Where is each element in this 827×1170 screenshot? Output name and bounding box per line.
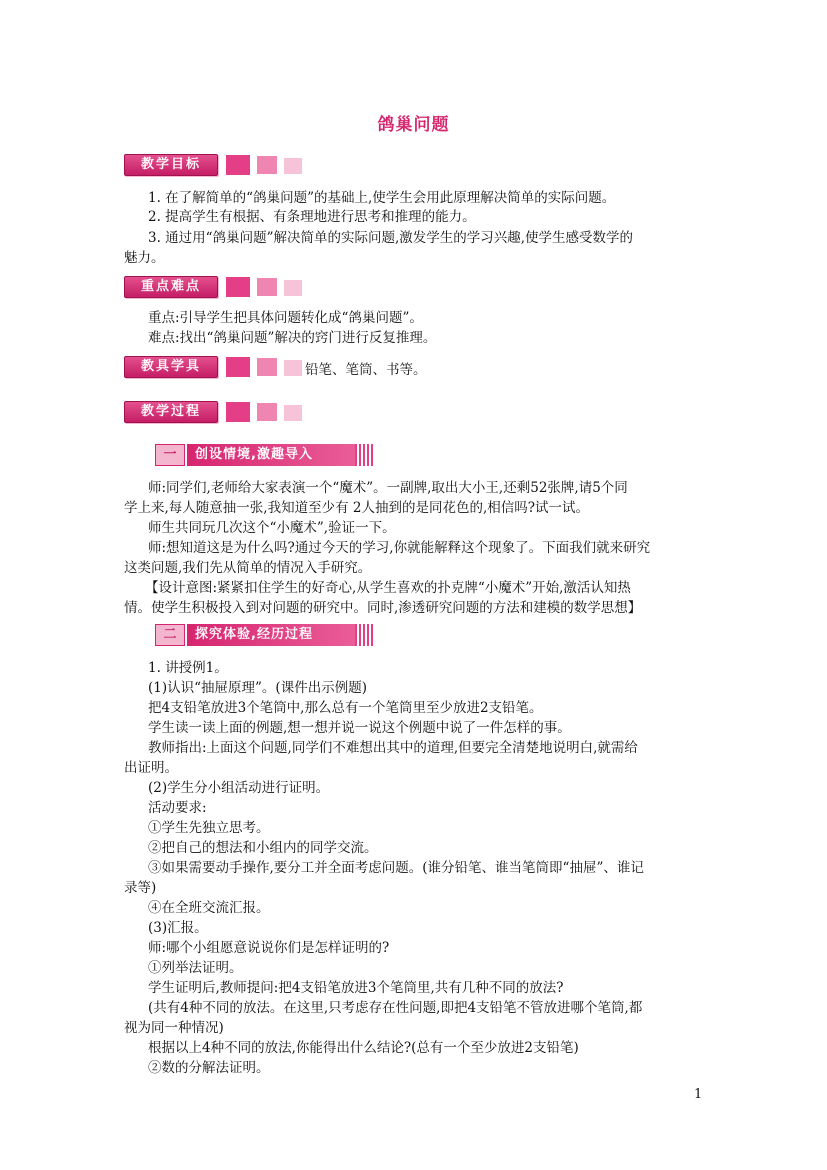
design-intent-line: 【设计意图:紧紧扣住学生的好奇心,从学生喜欢的扑克牌“小魔术”开始,激活认知热: [145, 580, 631, 596]
paragraph-line: ④在全班交流汇报。: [148, 900, 270, 916]
decorative-square-icon: [284, 280, 302, 296]
tools-text: 铅笔、笔筒、书等。: [305, 362, 427, 378]
goal-line: 3. 通过用“鸽巢问题”解决简单的实际问题,激发学生的学习兴趣,使学生感受数学的: [148, 230, 634, 246]
paragraph-line: 这类问题,我们先从简单的情况入手研究。: [124, 560, 372, 576]
key-point-line: 难点:找出“鸽巢问题”解决的窍门进行反复推理。: [148, 330, 437, 346]
decorative-stripes-icon: [355, 624, 373, 646]
paragraph-line: 学生证明后,教师提问:把4支铅笔放进3个笔筒里,共有几种不同的放法?: [148, 980, 564, 996]
paragraph-line: 学上来,每人随意抽一张,我知道至少有 2人抽到的是同花色的,相信吗?试一试。: [124, 500, 589, 516]
decorative-square-icon: [226, 277, 250, 297]
decorative-square-icon: [257, 278, 277, 296]
page-title: 鸽巢问题: [377, 115, 450, 135]
paragraph-line: 师:哪个小组愿意说说你们是怎样证明的?: [148, 940, 390, 956]
section-label: 教学目标: [124, 154, 218, 176]
paragraph-line: ②数的分解法证明。: [148, 1060, 270, 1076]
paragraph-line: ③如果需要动手操作,要分工并全面考虑问题。(谁分铅笔、谁当笔筒即“抽屉”、谁记: [148, 860, 644, 876]
paragraph-line: 学生读一读上面的例题,想一想并说一说这个例题中说了一件怎样的事。: [148, 720, 571, 736]
paragraph-line: ②把自己的想法和小组内的同学交流。: [148, 840, 378, 856]
decorative-square-icon: [257, 156, 277, 174]
paragraph-line: 活动要求:: [148, 800, 207, 816]
paragraph-line: 师:想知道这是为什么吗?通过今天的学习,你就能解释这个现象了。下面我们就来研究: [148, 540, 651, 556]
decorative-square-icon: [284, 158, 302, 174]
paragraph-line: 录等): [124, 880, 157, 896]
paragraph-line: (2)学生分小组活动进行证明。: [148, 780, 330, 796]
decorative-square-icon: [226, 357, 250, 377]
goal-line: 魅力。: [124, 250, 165, 266]
section-label: 重点难点: [124, 276, 218, 298]
decorative-square-icon: [284, 405, 302, 421]
paragraph-line: ①学生先独立思考。: [148, 820, 270, 836]
subsection-banner-2: [155, 624, 373, 646]
paragraph-line: ①列举法证明。: [148, 960, 243, 976]
page-number: 1: [694, 1087, 703, 1102]
decorative-square-icon: [226, 402, 250, 422]
banner-text: 探究体验,经历过程: [187, 624, 355, 646]
paragraph-line: 教师指出:上面这个问题,同学们不难想出其中的道理,但要完全清楚地说明白,就需给: [148, 740, 638, 756]
paragraph-line: 把4支铅笔放进3个笔筒中,那么总有一个笔筒里至少放进2支铅笔。: [148, 700, 543, 716]
decorative-square-icon: [257, 358, 277, 376]
goal-line: 1. 在了解简单的“鸽巢问题”的基础上,使学生会用此原理解决简单的实际问题。: [148, 190, 616, 206]
paragraph-line: (3)汇报。: [148, 920, 208, 936]
paragraph-line: 师:同学们,老师给大家表演一个“魔术”。一副牌,取出大小王,还剩52张牌,请5个同: [148, 480, 628, 496]
decorative-square-icon: [284, 360, 302, 376]
paragraph-line: (1)认识“抽屉原理”。(课件出示例题): [148, 680, 367, 696]
subsection-banner-1: [155, 444, 373, 466]
decorative-square-icon: [257, 403, 277, 421]
banner-number: 一: [155, 444, 185, 466]
key-point-line: 重点:引导学生把具体问题转化成“鸽巢问题”。: [148, 310, 423, 326]
section-label: 教学过程: [124, 401, 218, 423]
paragraph-line: 出证明。: [124, 760, 178, 776]
banner-text: 创设情境,激趣导入: [187, 444, 355, 466]
design-intent-line: 情。使学生积极投入到对问题的研究中。同时,渗透研究问题的方法和建模的数学思想】: [124, 600, 642, 616]
decorative-square-icon: [226, 155, 250, 175]
paragraph-line: 视为同一种情况): [124, 1020, 224, 1036]
decorative-stripes-icon: [355, 444, 373, 466]
paragraph-line: (共有4种不同的放法。在这里,只考虑存在性问题,即把4支铅笔不管放进哪个笔筒,都: [148, 1000, 643, 1016]
section-label: 教具学具: [124, 356, 218, 378]
paragraph-line: 1. 讲授例1。: [148, 660, 228, 676]
goal-line: 2. 提高学生有根据、有条理地进行思考和推理的能力。: [148, 209, 476, 225]
paragraph-line: 师生共同玩几次这个“小魔术”,验证一下。: [148, 520, 396, 536]
paragraph-line: 根据以上4种不同的放法,你能得出什么结论?(总有一个至少放进2支铅笔): [148, 1040, 579, 1056]
banner-number: 二: [155, 624, 185, 646]
